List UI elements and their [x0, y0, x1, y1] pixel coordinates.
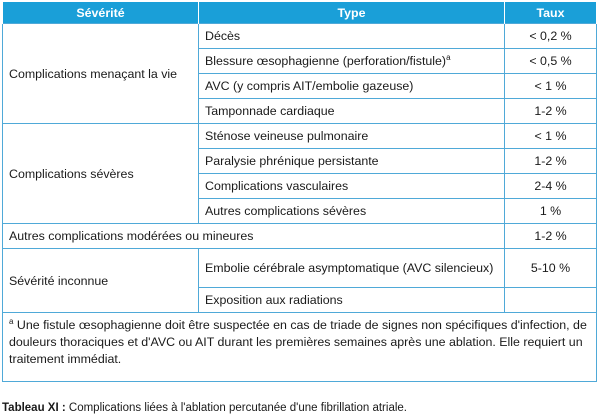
severity-severe: Complications sévères: [3, 124, 199, 224]
footnote-row: [3, 313, 597, 382]
caption-label: Tableau XI :: [2, 402, 66, 414]
rate-cell: 2-4 %: [505, 174, 597, 199]
complications-table-container: [2, 2, 596, 382]
rate-cell: 1 %: [505, 199, 597, 224]
type-cell: Sténose veineuse pulmonaire: [199, 124, 505, 149]
rate-cell: 1-2 %: [505, 99, 597, 124]
type-cell: [199, 49, 505, 74]
rate-cell: [505, 288, 597, 313]
footnote-marker: a: [446, 52, 451, 62]
header-type: Type: [199, 2, 505, 24]
type-cell: Décès: [199, 24, 505, 49]
type-cell: Tamponnade cardiaque: [199, 99, 505, 124]
header-rate: Taux: [505, 2, 597, 24]
type-cell: Complications vasculaires: [199, 174, 505, 199]
table-header-row: [3, 2, 597, 24]
rate-cell: 1-2 %: [505, 224, 597, 249]
type-text: Blessure œsophagienne (perforation/fistule): [205, 54, 447, 68]
rate-cell: 1-2 %: [505, 149, 597, 174]
caption-text: Complications liées à l'ablation percutanée d'une fibrillation atriale.: [65, 402, 407, 414]
rate-cell: 5-10 %: [505, 249, 597, 288]
header-severity: Sévérité: [3, 2, 199, 24]
footnote-text: Une fistule œsophagienne doit être suspectée en cas de triade de signes non spécifiques d'infection, de douleurs thoraciques et d'AVC ou AIT durant les premières semaines après une ablation. Elle requiert un traitement immédiat.: [9, 318, 587, 366]
footnote-marker: a: [9, 316, 14, 326]
type-cell: AVC (y compris AIT/embolie gazeuse): [199, 74, 505, 99]
complications-table: [2, 2, 597, 382]
severity-unknown: Sévérité inconnue: [3, 249, 199, 313]
rate-cell: < 0,5 %: [505, 49, 597, 74]
table-row: [3, 124, 597, 149]
type-cell: Embolie cérébrale asymptomatique (AVC silencieux): [199, 249, 505, 288]
type-cell: Autres complications sévères: [199, 199, 505, 224]
table-caption: [2, 402, 596, 414]
footnote-cell: [3, 313, 597, 382]
severity-life-threatening: Complications menaçant la vie: [3, 24, 199, 124]
table-row: [3, 249, 597, 288]
table-row: [3, 224, 597, 249]
rate-cell: < 1 %: [505, 124, 597, 149]
severity-moderate: Autres complications modérées ou mineures: [3, 224, 505, 249]
rate-cell: < 0,2 %: [505, 24, 597, 49]
table-row: [3, 24, 597, 49]
type-cell: Exposition aux radiations: [199, 288, 505, 313]
rate-cell: < 1 %: [505, 74, 597, 99]
type-cell: Paralysie phrénique persistante: [199, 149, 505, 174]
